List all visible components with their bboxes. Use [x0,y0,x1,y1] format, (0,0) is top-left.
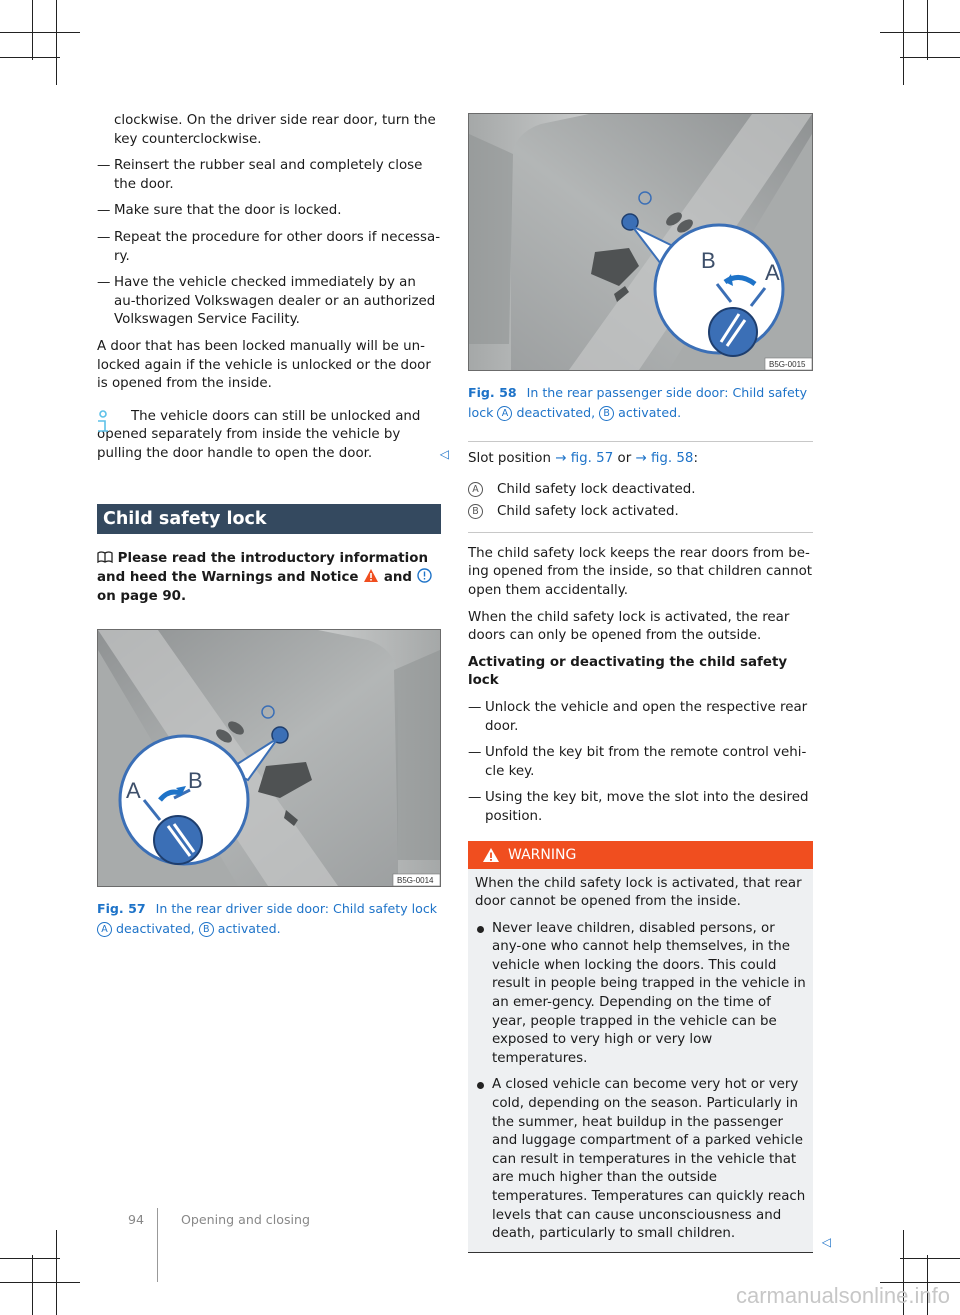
caption-label: Fig. 57 [97,901,146,917]
caption-deactivated: deactivated, [116,921,195,937]
continuation-text: clockwise. On the driver side rear door, turn the key counterclockwise. [114,113,436,147]
paragraph: When the child safety lock is activated, the rear doors can only be opened from the outside. [468,609,790,644]
door-lock-illustration [469,114,812,370]
label-b: B [599,406,614,421]
warning-bullet: Never leave children, disabled persons, or any-one who cannot help themselves, in the vehicle when locking the doors. This could result in people being trapped in the vehicle in an emer-gency. Depending on the time of year, people trapped in the vehicle can be exposed to very high or very low temperatures. [475,920,807,1069]
slot-position-label: Slot position [468,451,551,466]
caption-deactivated: deactivated, [516,405,596,420]
figure-letter-a: A [126,778,141,804]
warning-bullet: A closed vehicle can become very hot or very cold, depending on the season. Particularly in the summer, heat buildup in the passenger and luggage compartment of a parked vehicle can result in temperatures in the vehicle that are much higher than the outside temperatures. Temperatures can quickly reach levels that can cause unconsciousness and death, particularly to small children. [475,1076,807,1243]
crop-mark [56,1230,57,1315]
legend-key: B [468,504,483,519]
intro-instruction [97,550,441,607]
book-icon [97,551,113,563]
intro-text-1: Please read the introductory information and heed the Warnings and Notice [97,550,428,586]
paragraph: The child safety lock keeps the rear doors from be-ing opened from the inside, so that children cannot open them accidentally. [468,545,813,598]
crop-mark [927,0,928,60]
footer-section: Opening and closing [181,1212,310,1227]
figure-letter-b: B [188,768,203,794]
legend-item [468,481,813,500]
label-b: B [199,922,214,937]
label-a: A [497,406,512,421]
crop-mark [0,1258,60,1259]
step-item: — Using the key bit, move the slot into the desired position. [468,789,813,826]
subheading: Activating or deactivating the child safety lock [468,654,788,689]
crop-mark [900,1258,960,1259]
figure-58 [468,113,813,371]
step-item: — Unfold the key bit from the remote control vehi-cle key. [468,744,813,781]
warning-box [468,841,831,1253]
step-item: — Reinsert the rubber seal and completely close the door. [97,157,441,194]
legend-key: A [468,482,483,497]
note-block [97,408,449,464]
intro-text-2: on page 90. [97,588,187,604]
figure-58-caption [468,383,813,423]
door-lock-illustration [98,630,440,886]
figure-letter-b: B [701,248,716,273]
section-heading: Child safety lock [97,504,441,534]
figure-57 [97,629,441,887]
legend-text: Child safety lock deactivated. [497,481,696,497]
divider [468,441,813,442]
legend [468,481,813,522]
or-text: or [617,451,632,466]
warning-intro: When the child safety lock is activated, that rear door cannot be opened from the inside. [475,875,802,910]
crop-mark [900,57,960,58]
warning-icon [363,568,379,583]
figure-57-caption [97,899,441,939]
fig57-link[interactable]: fig. 57 [570,451,614,466]
footer-divider [157,1208,158,1282]
page-number: 94 [128,1212,145,1227]
label-a: A [97,922,112,937]
step-item: — Have the vehicle checked immediately by an au-thorized Volkswagen dealer or an authorized Volkswagen Service Facility. [97,274,441,330]
caption-label: Fig. 58 [468,385,517,400]
caption-text: In the rear driver side door: Child safety lock [155,901,438,917]
arrow-icon: → [555,451,567,466]
info-note-icon [97,410,109,434]
crop-mark [0,32,80,33]
colon: : [693,451,698,466]
crop-mark [903,0,904,85]
crop-mark [0,1282,80,1283]
step-item: — Make sure that the door is locked. [97,202,441,221]
warning-header [468,841,813,869]
legend-item [468,503,813,522]
figure-code: B5G-0015 [769,360,806,369]
manual-lock-paragraph: A door that has been locked manually will be un-locked again if the vehicle is unlocked or the door is opened from the inside. [97,338,431,392]
figure-letter-a: A [765,260,780,285]
arrow-icon: → [635,451,647,466]
notice-icon [417,568,432,583]
caption-activated: activated. [618,405,682,420]
step-item: — Repeat the procedure for other doors if necessa-ry. [97,229,441,266]
slot-position-line [468,450,813,469]
fig58-link[interactable]: fig. 58 [650,451,694,466]
note-text: The vehicle doors can still be unlocked and opened separately from inside the vehicle by pulling the door handle to open the door. [97,408,421,461]
crop-mark [0,57,60,58]
left-column [97,112,449,939]
right-column [468,113,831,1253]
crop-mark [880,32,960,33]
crop-mark [32,0,33,60]
divider [468,532,813,533]
step-item: — Unlock the vehicle and open the respective rear door. [468,699,813,736]
legend-text: Child safety lock activated. [497,504,679,520]
intro-and: and [383,570,412,586]
end-marker: ◁ [821,1235,831,1250]
figure-code: B5G-0014 [397,876,434,886]
warning-icon [482,847,500,863]
warning-body [468,869,813,1252]
caption-text: In the rear passenger side door: Child safety lock [468,385,808,420]
watermark: carmanualsonline.info [735,1283,950,1308]
caption-activated: activated. [217,921,281,937]
warning-title: WARNING [508,846,577,863]
crop-mark [32,1255,33,1315]
crop-mark [56,0,57,85]
end-marker: ◁ [439,446,449,461]
